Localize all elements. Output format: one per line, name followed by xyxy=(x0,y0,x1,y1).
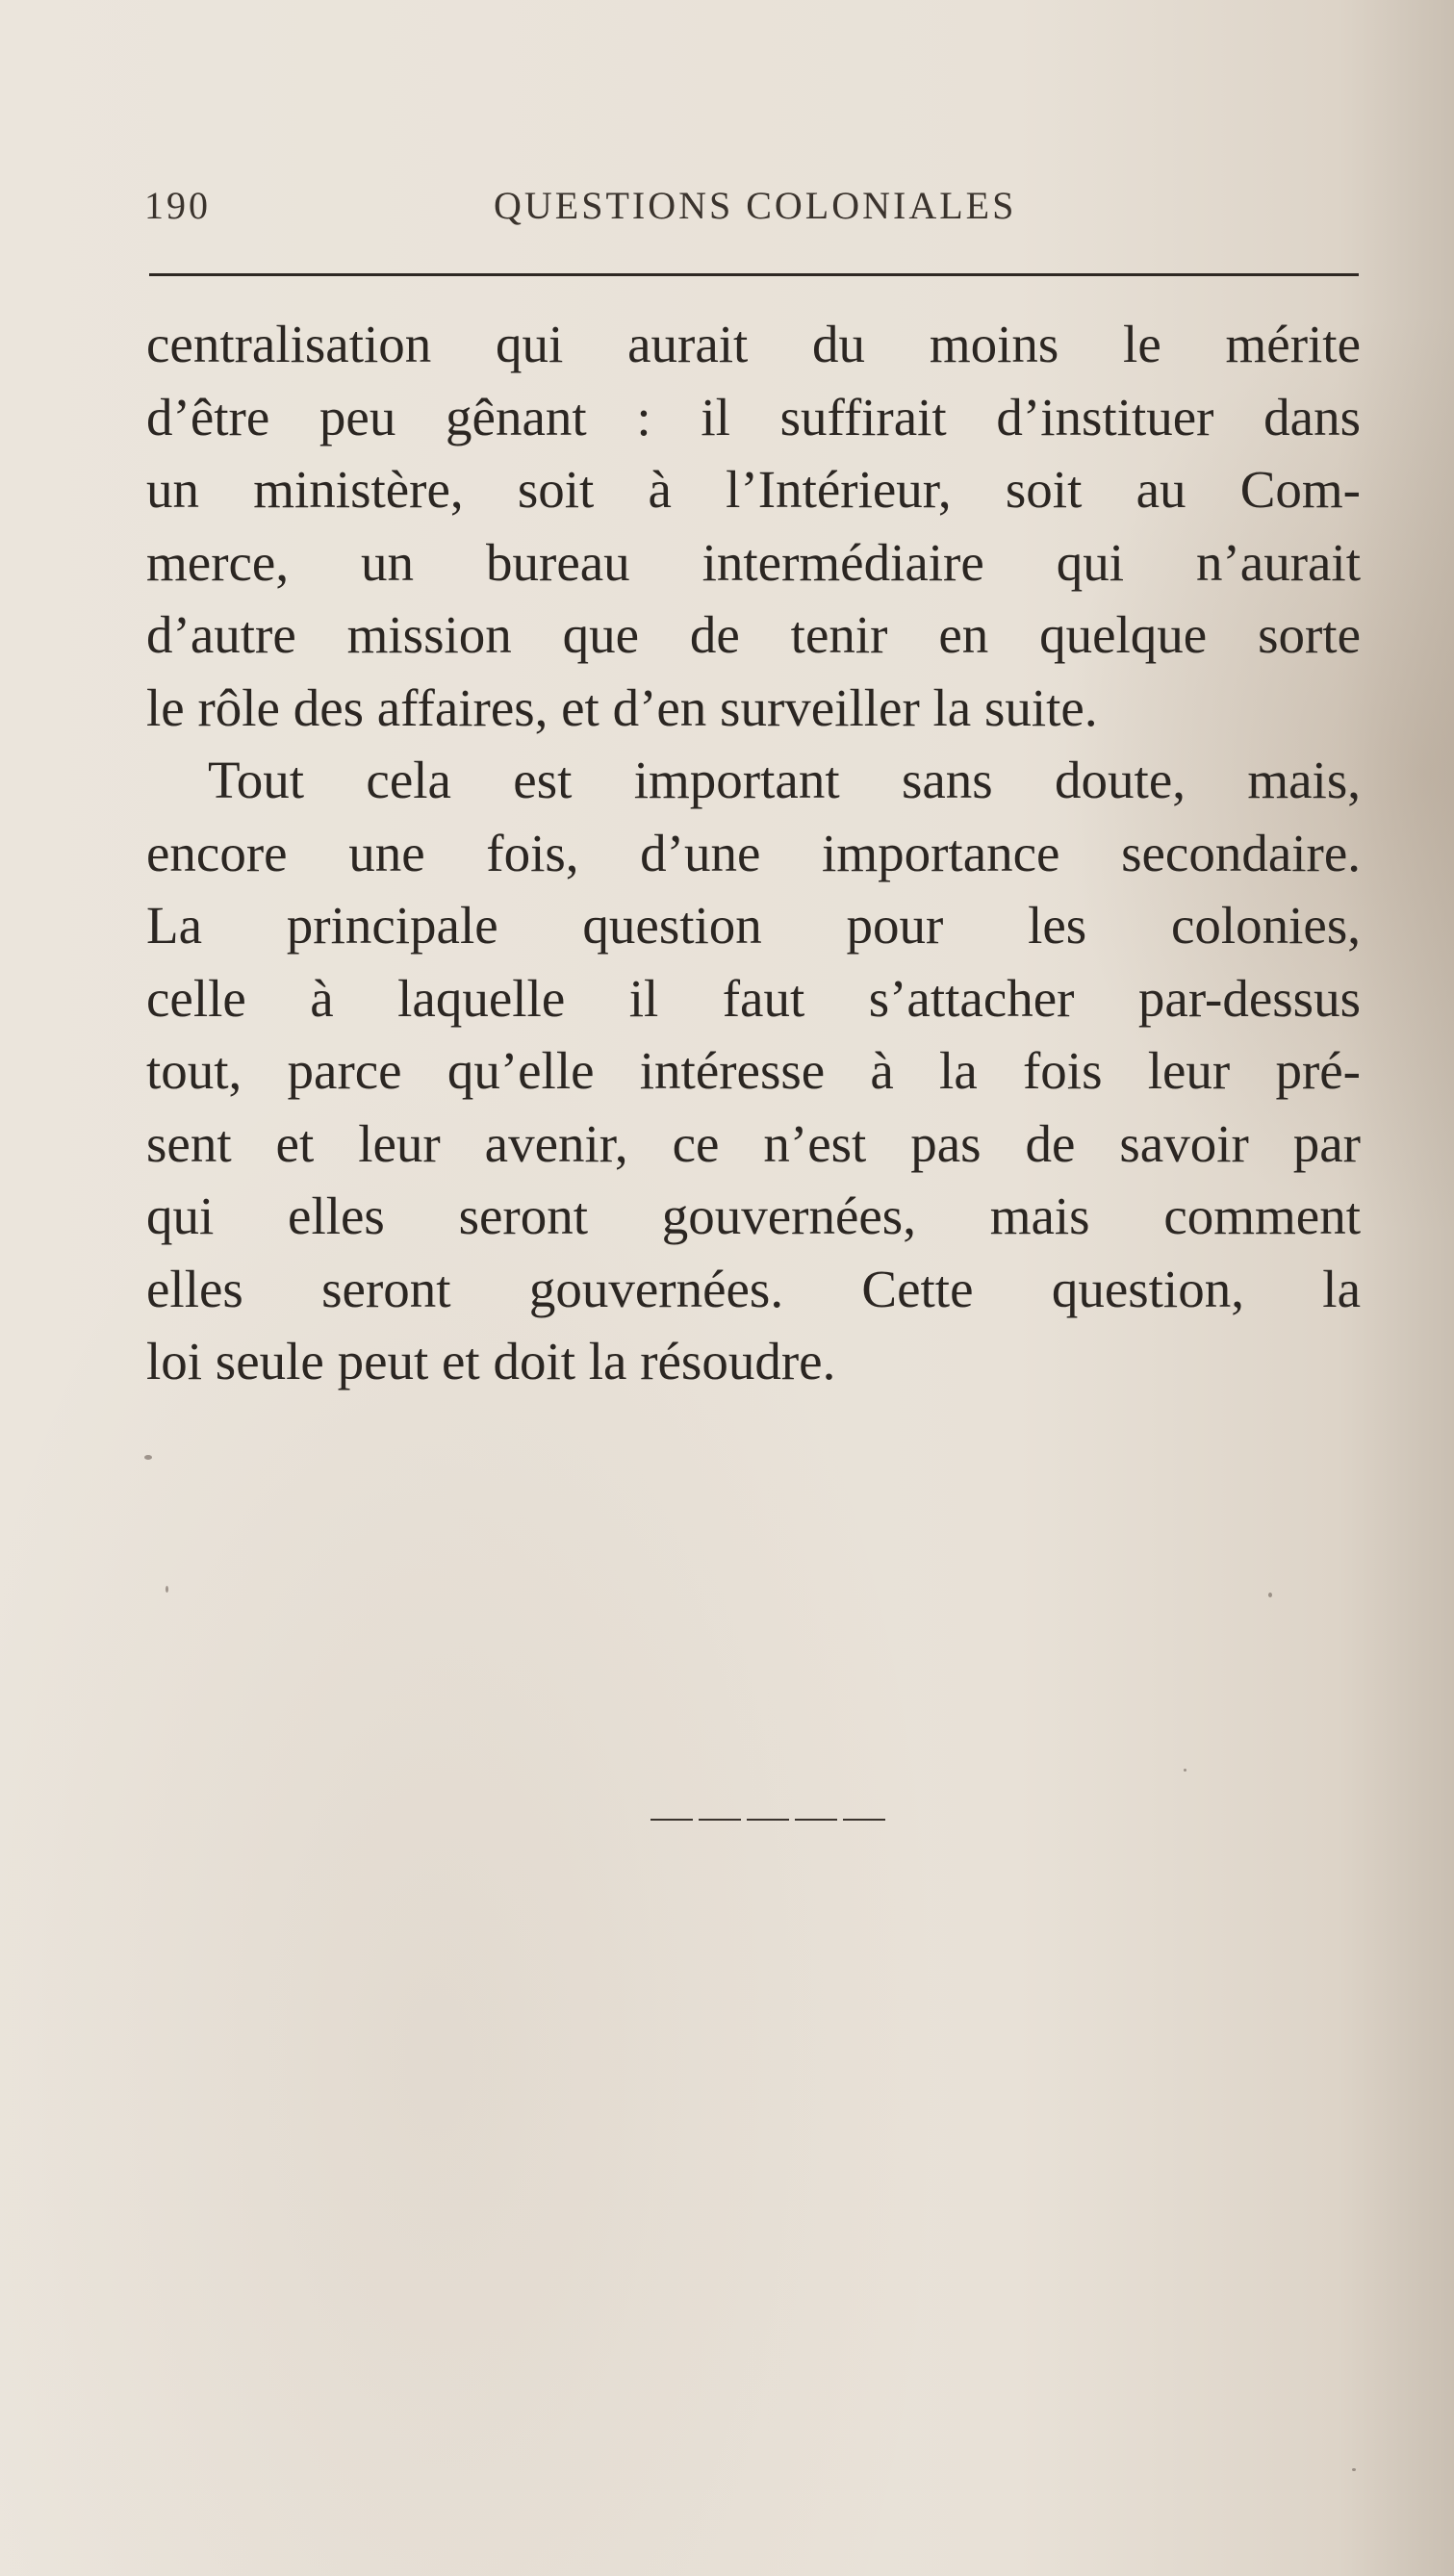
paper-speck xyxy=(144,1455,152,1460)
text-line: d’autre mission que de tenir en quelque sorte xyxy=(146,605,1361,664)
text-line: celle à laquelle il faut s’attacher par-dessus xyxy=(146,968,1361,1028)
text-line: tout, parce qu’elle intéresse à la fois leur pré- xyxy=(146,1041,1361,1100)
running-head xyxy=(144,183,1359,241)
text-line: qui elles seront gouvernées, mais comment xyxy=(146,1186,1361,1245)
header-rule xyxy=(149,273,1359,276)
body-text xyxy=(146,308,1361,1398)
paper-speck xyxy=(1184,1769,1186,1772)
paper-speck xyxy=(1352,2468,1356,2471)
text-line: elles seront gouvernées. Cette question, la xyxy=(146,1259,1361,1318)
text-line: Tout cela est important sans doute, mais, xyxy=(208,751,1361,809)
paper-speck xyxy=(1268,1593,1272,1597)
page-number: 190 xyxy=(144,184,211,227)
text-line: merce, un bureau intermédiaire qui n’aurait xyxy=(146,532,1361,592)
text-line: loi seule peut et doit la résoudre. xyxy=(146,1332,836,1390)
end-of-chapter-rule xyxy=(650,1819,889,1821)
paper-speck xyxy=(166,1586,168,1593)
text-line: sent et leur avenir, ce n’est pas de savoir par xyxy=(146,1113,1361,1173)
text-line: encore une fois, d’une importance secondaire. xyxy=(146,823,1361,882)
running-title: QUESTIONS COLONIALES xyxy=(494,184,1017,227)
text-line: d’être peu gênant : il suffirait d’instituer dans xyxy=(146,387,1361,446)
text-line: centralisation qui aurait du moins le mérite xyxy=(146,315,1361,373)
text-line: un ministère, soit à l’Intérieur, soit au Com- xyxy=(146,460,1361,519)
text-line: La principale question pour les colonies, xyxy=(146,896,1361,955)
text-line: le rôle des affaires, et d’en surveiller la suite. xyxy=(146,677,1098,737)
